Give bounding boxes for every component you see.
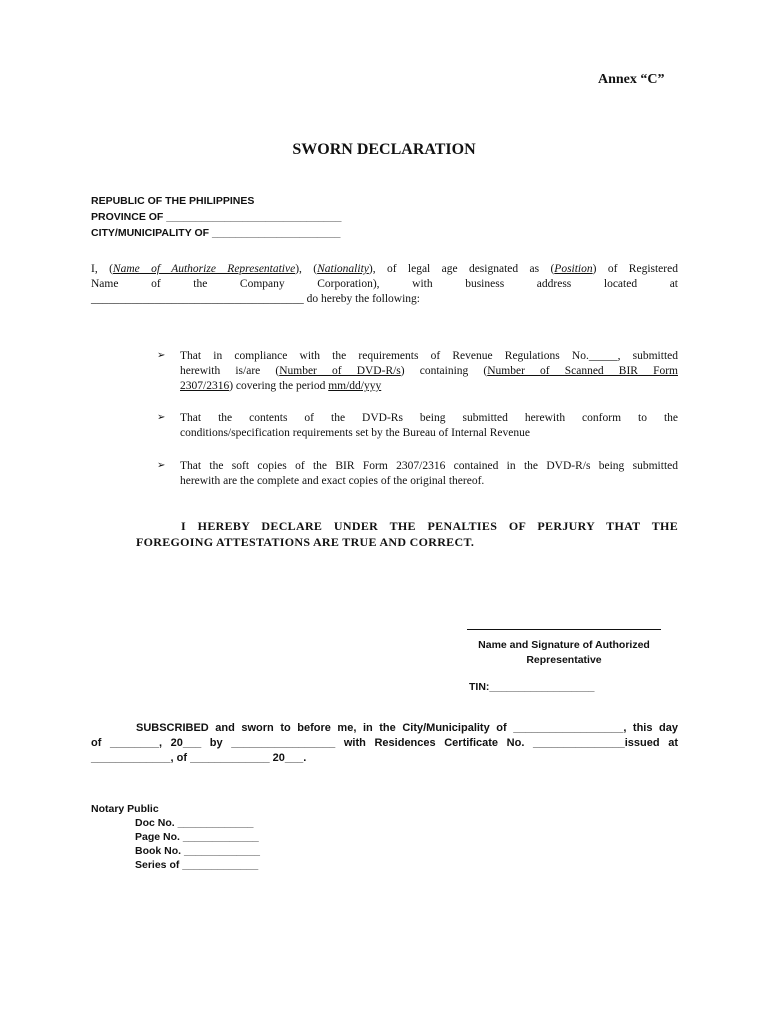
header-province: PROVINCE OF ______________________________ [91, 211, 342, 223]
document-title: SWORN DECLARATION [292, 141, 476, 158]
subscribed-paragraph: SUBSCRIBED and sworn to before me, in the City/Municipality of __________________, this day of ________, 20___ by _________________ with Residences Certificate No. _______________issued at _____________, of _____________ 20___. [91, 722, 678, 764]
bullet-item-1: That in compliance with the requirements of Revenue Regulations No._____, submitted herewith is/are (Number of DVD-R/s) containing (Number of Scanned BIR Form 2307/2316) covering the period mm/dd/yyy [180, 350, 678, 392]
header-city: CITY/MUNICIPALITY OF ______________________ [91, 227, 341, 239]
declaration: I HEREBY DECLARE UNDER THE PENALTIES OF PERJURY THAT THE FOREGOING ATTESTATIONS ARE TRUE AND CORRECT. [136, 519, 678, 549]
tin-field: TIN:__________________ [469, 681, 595, 693]
bullet-item-3: That the soft copies of the BIR Form 2307/2316 contained in the DVD-R/s being submitted herewith are the complete and exact copies of the original thereof. [180, 460, 678, 487]
position-placeholder: Position [554, 263, 593, 275]
bullet-marker-1: ➢ [157, 350, 166, 361]
notary-block [91, 802, 260, 872]
bullet-marker-3: ➢ [157, 460, 166, 471]
intro-line-2: Name of the Company Corporation), with business address located at [91, 278, 678, 290]
header-block [91, 193, 341, 241]
signature-line [467, 629, 661, 630]
notary-title: Notary Public [91, 803, 159, 815]
notary-page: Page No. _____________ [135, 831, 259, 843]
intro-paragraph [91, 262, 678, 307]
notary-doc: Doc No. _____________ [135, 817, 254, 829]
signature-label: Name and Signature of Authorized Representative [478, 639, 650, 666]
notary-series: Series of _____________ [135, 859, 259, 871]
annex-label: Annex “C” [598, 72, 665, 87]
header-republic: REPUBLIC OF THE PHILIPPINES [91, 195, 255, 207]
notary-book: Book No. _____________ [135, 845, 260, 857]
nationality-placeholder: Nationality [317, 263, 369, 275]
rep-placeholder: Name of Authorize Representative [112, 263, 296, 275]
intro-line-3: _____________________________________ do hereby the following: [91, 293, 421, 305]
bullet-item-2: That the contents of the DVD-Rs being submitted herewith conform to the conditions/specification requirements set by the Bureau of Internal Revenue [180, 412, 678, 439]
intro-line-1: I, (Name of Authorize Representative), (Nationality), of legal age designated as (Position) of Registered [91, 263, 678, 275]
bullet-marker-2: ➢ [157, 412, 166, 423]
